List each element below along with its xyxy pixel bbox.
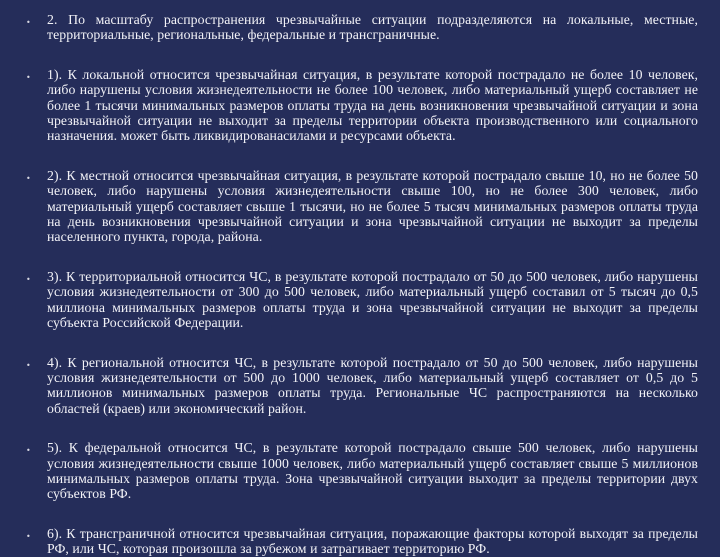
bullet-icon: • [26, 274, 31, 284]
bullet-icon: • [26, 360, 31, 370]
list-item-local [18, 67, 698, 144]
list-item-text: 5). К федеральной относится ЧС, в результате которой пострадало свыше 500 человек, либо нарушены условия жизнедеятельности свыше 1000 человек, либо материальный ущерб составляет свыше 5 миллионов минимальных размеров оплаты труда. Зона чрезвычайной ситуации выходит за пределы территории двух субъектов РФ. [47, 440, 698, 502]
list-item-text: 6). К трансграничной относится чрезвычайная ситуация, поражающие факторы которой выходят за пределы РФ, или ЧС, которая произошла за рубежом и затрагивает территорию РФ. [47, 525, 698, 557]
list-item-transboundary [18, 526, 698, 557]
bullet-icon: • [26, 531, 31, 541]
list-item-territorial [18, 269, 698, 331]
list-item-text: 1). К локальной относится чрезвычайная ситуация, в результате которой пострадало не более 10 человек, либо нарушены условия жизнедеятельности не более 100 человек, либо материальный ущерб составляет не более 1 тысячи минимальных размеров оплаты труда на день возникновения чрезвычайной ситуации и зона чрезвычайной ситуации не выходит за пределы территории объекта производственного или социального назначения. может быть ликвидированасилами и ресурсами объекта. [47, 66, 698, 144]
bullet-list [18, 12, 698, 557]
list-item-municipal [18, 168, 698, 245]
list-item-text: 2). К местной относится чрезвычайная ситуация, в результате которой пострадало свыше 10, но не более 50 человек, либо нарушены условия жизнедеятельности свыше 100, но не более 300 человек, либо материальный ущерб составляет свыше 1 тысячи, но не более 5 тысяч минимальных размеров оплаты труда на день возникновения чрезвычайной ситуации и зона чрезвычайной ситуации не выходит за пределы населенного пункта, города, района. [47, 167, 698, 245]
list-item-federal [18, 440, 698, 502]
bullet-icon: • [26, 446, 31, 456]
bullet-icon: • [26, 173, 31, 183]
list-item-regional [18, 355, 698, 417]
list-item-text: 4). К региональной относится ЧС, в результате которой пострадало от 50 до 500 человек, либо нарушены условия жизнедеятельности от 500 до 1000 человек, либо материальный ущерб составляет от 0,5 до 5 миллионов минимальных размеров оплаты труда. Региональные ЧС распространяются на несколько областей (краев) или экономический район. [47, 354, 698, 416]
list-item-text: 2. По масштабу распространения чрезвычайные ситуации подразделяются на локальные, местные, территориальные, региональные, федеральные и трансграничные. [47, 12, 698, 43]
bullet-icon: • [26, 72, 31, 82]
bullet-icon: • [26, 18, 31, 27]
list-item-classification-intro [18, 12, 698, 43]
list-item-text: 3). К территориальной относится ЧС, в результате которой пострадало от 50 до 500 человек, либо нарушены условия жизнедеятельности от 300 до 500 человек, либо материальный ущерб составил от 5 тысяч до 0,5 миллиона минимальных размеров оплаты труда и зона чрезвычайной ситуации не выходит за пределы субъекта Российской Федерации. [47, 268, 698, 331]
